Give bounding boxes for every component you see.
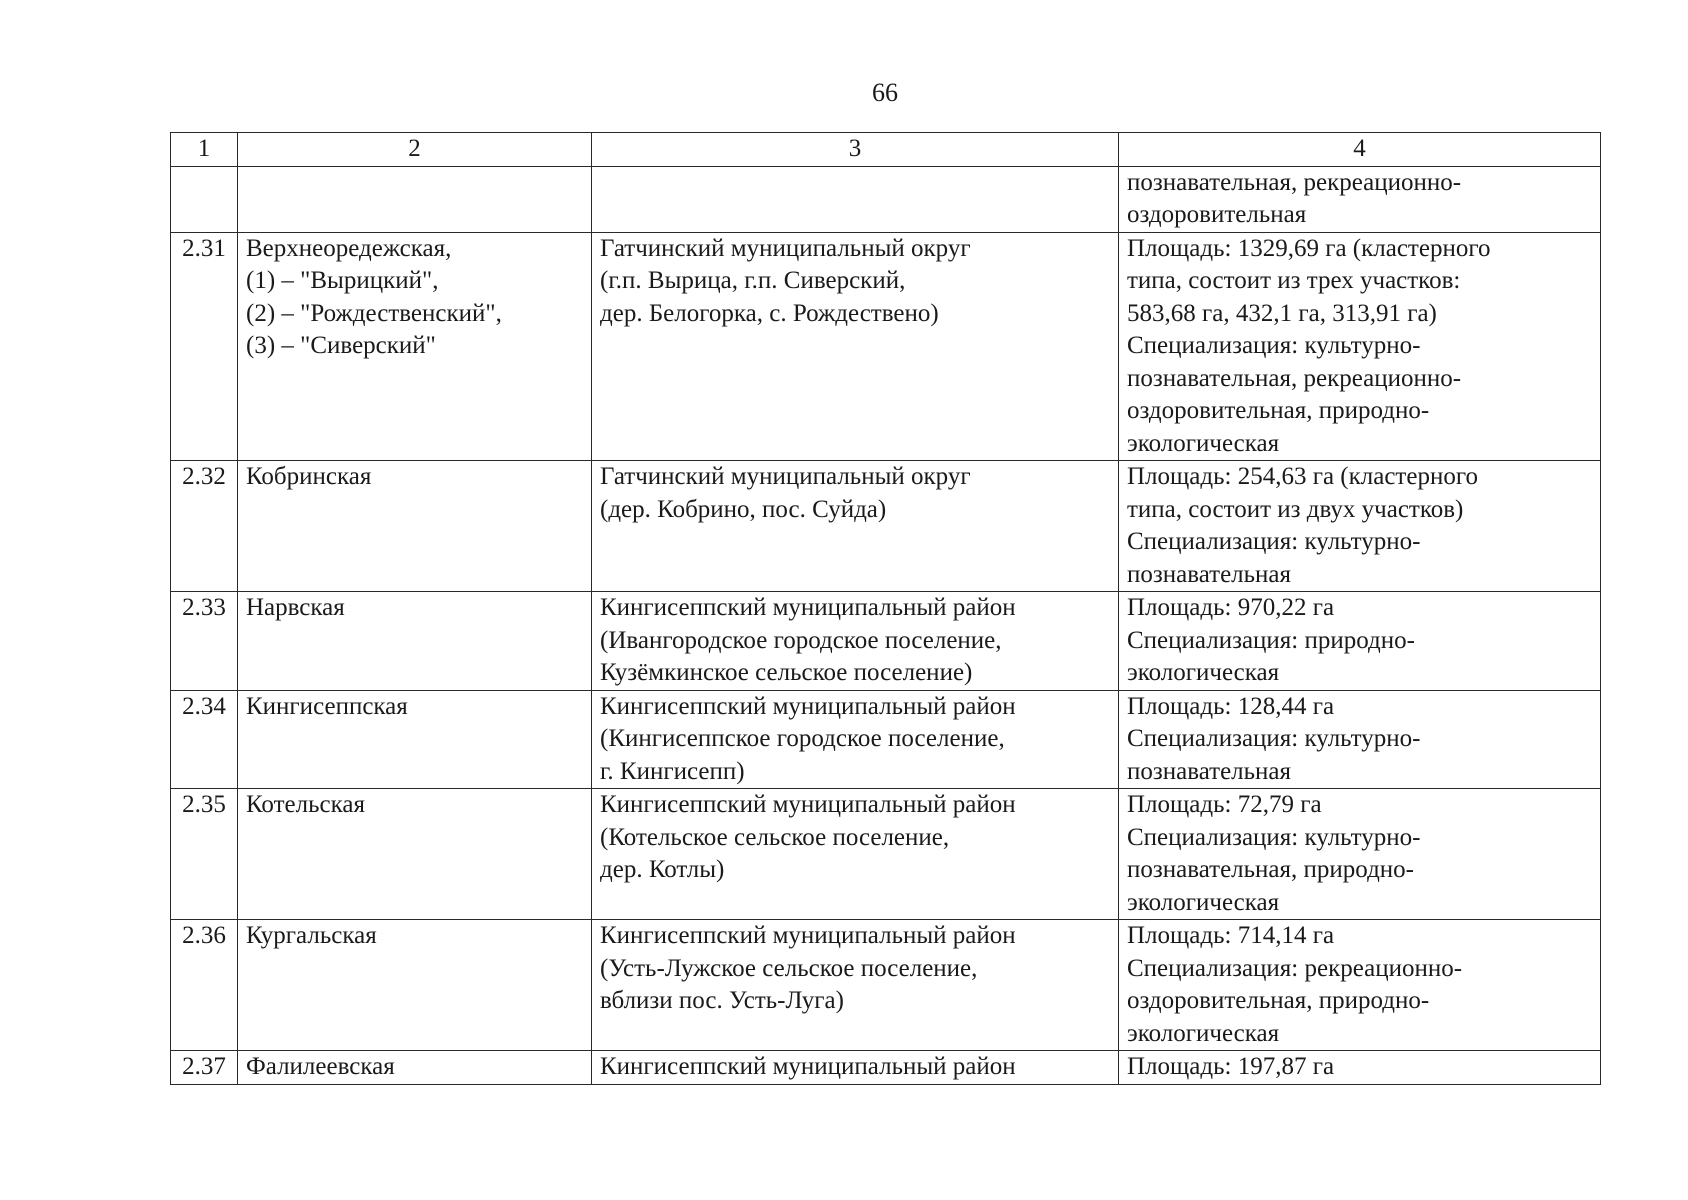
location-line: Гатчинский муниципальный округ [600, 234, 971, 262]
location-cell [592, 461, 1119, 592]
zone-name-cell [238, 690, 592, 789]
location-line: Кингисеппский муниципальный район [600, 791, 1016, 818]
details-line: Площадь: 1329,69 га (кластерного [1127, 234, 1491, 262]
details-line: экологическая [1127, 888, 1280, 916]
zone-name-line: (1) – "Вырицкий", [246, 267, 439, 294]
details-line: познавательная [1127, 560, 1292, 588]
details-line: Площадь: 197,87 га [1127, 1053, 1335, 1080]
location-line: Кингисеппский муниципальный район [600, 692, 1016, 720]
zone-name-cell [238, 920, 592, 1051]
details-line: познавательная, рекреационно- [1127, 364, 1462, 392]
location-line: (Усть-Лужское сельское поселение, [600, 954, 978, 982]
details-cell [1119, 232, 1601, 461]
table-body [171, 166, 1601, 1084]
table-row [171, 592, 1601, 691]
row-number-cell: 2.33 [171, 592, 238, 691]
location-line: дер. Белогорка, с. Рождествено) [600, 299, 939, 327]
details-line: Площадь: 72,79 га [1127, 791, 1322, 818]
table-row [171, 789, 1601, 920]
details-cell [1119, 1051, 1601, 1085]
row-number-cell: 2.31 [171, 232, 238, 461]
details-line: оздоровительная, природно- [1127, 987, 1430, 1014]
zone-name-cell [238, 461, 592, 592]
location-cell [592, 920, 1119, 1051]
details-cell [1119, 461, 1601, 592]
details-line: Специализация: культурно- [1127, 528, 1421, 555]
details-cell [1119, 592, 1601, 691]
row-number-cell [171, 166, 238, 232]
details-line: 583,68 га, 432,1 га, 313,91 га) [1127, 299, 1437, 327]
column-header-2: 2 [238, 133, 592, 167]
location-line: Кузёмкинское сельское поселение) [600, 659, 973, 686]
details-line: Специализация: рекреационно- [1127, 954, 1463, 982]
details-line: Специализация: культурно- [1127, 823, 1421, 851]
zone-name-line: (3) – "Сиверский" [246, 332, 436, 359]
details-line: Специализация: природно- [1127, 626, 1415, 654]
location-cell [592, 166, 1119, 232]
details-line: оздоровительная [1127, 201, 1307, 228]
location-cell [592, 789, 1119, 920]
column-header-4: 4 [1119, 133, 1601, 167]
table-row [171, 166, 1601, 232]
zone-name-line: Котельская [246, 791, 365, 818]
zone-name-line: Кургальская [246, 922, 377, 949]
row-number-cell: 2.36 [171, 920, 238, 1051]
zone-name-cell [238, 789, 592, 920]
details-line: экологическая [1127, 659, 1280, 686]
details-line: экологическая [1127, 1019, 1280, 1047]
zone-name-line: Верхнеоредежская, [246, 234, 452, 262]
zone-name-cell [238, 1051, 592, 1085]
location-line: (дер. Кобрино, пос. Суйда) [600, 495, 887, 523]
table-row [171, 461, 1601, 592]
location-cell [592, 690, 1119, 789]
zone-name-cell [238, 592, 592, 691]
details-line: типа, состоит из двух участков) [1127, 495, 1464, 523]
location-cell [592, 592, 1119, 691]
table-row [171, 690, 1601, 789]
location-cell [592, 232, 1119, 461]
details-line: Специализация: культурно- [1127, 725, 1421, 752]
row-number-cell: 2.32 [171, 461, 238, 592]
details-cell [1119, 690, 1601, 789]
details-line: оздоровительная, природно- [1127, 397, 1430, 424]
details-cell [1119, 166, 1601, 232]
location-line: Гатчинский муниципальный округ [600, 463, 971, 490]
table-row [171, 232, 1601, 461]
zone-name-line: Фалилеевская [246, 1053, 395, 1080]
row-number-cell: 2.35 [171, 789, 238, 920]
table-row [171, 920, 1601, 1051]
zone-name-line: (2) – "Рождественский", [246, 299, 502, 327]
row-number-cell: 2.34 [171, 690, 238, 789]
details-line: познавательная, природно- [1127, 856, 1414, 883]
zone-name-cell [238, 166, 592, 232]
details-line: Площадь: 254,63 га (кластерного [1127, 463, 1478, 490]
column-header-3: 3 [592, 133, 1119, 167]
details-line: Площадь: 714,14 га [1127, 922, 1335, 949]
zone-name-line: Кобринская [246, 463, 372, 490]
location-line: Кингисеппский муниципальный район [600, 594, 1016, 621]
location-line: вблизи пос. Усть-Луга) [600, 987, 844, 1014]
details-cell [1119, 920, 1601, 1051]
location-line: Кингисеппский муниципальный район [600, 922, 1016, 949]
location-line: (г.п. Вырица, г.п. Сиверский, [600, 267, 906, 294]
location-line: (Котельское сельское поселение, [600, 823, 950, 851]
zones-table [170, 132, 1601, 1085]
location-line: (Кингисеппское городское поселение, [600, 725, 1005, 752]
zone-name-cell [238, 232, 592, 461]
table-header-row [171, 133, 1601, 167]
details-line: типа, состоит из трех участков: [1127, 267, 1461, 294]
row-number-cell: 2.37 [171, 1051, 238, 1085]
details-line: экологическая [1127, 429, 1280, 457]
zone-name-line: Нарвская [246, 594, 345, 621]
location-cell [592, 1051, 1119, 1085]
column-header-1: 1 [171, 133, 238, 167]
location-line: г. Кингисепп) [600, 757, 745, 785]
location-line: дер. Котлы) [600, 856, 725, 883]
details-line: Площадь: 970,22 га [1127, 594, 1335, 621]
location-line: Кингисеппский муниципальный район [600, 1053, 1016, 1080]
details-cell [1119, 789, 1601, 920]
zone-name-line: Кингисеппская [246, 692, 408, 720]
table-row [171, 1051, 1601, 1085]
details-line: Площадь: 128,44 га [1127, 692, 1335, 720]
location-line: (Ивангородское городское поселение, [600, 626, 1002, 654]
details-line: Специализация: культурно- [1127, 332, 1421, 359]
page-number: 66 [872, 78, 898, 107]
details-line: познавательная, рекреационно- [1127, 168, 1462, 196]
details-line: познавательная [1127, 757, 1292, 785]
